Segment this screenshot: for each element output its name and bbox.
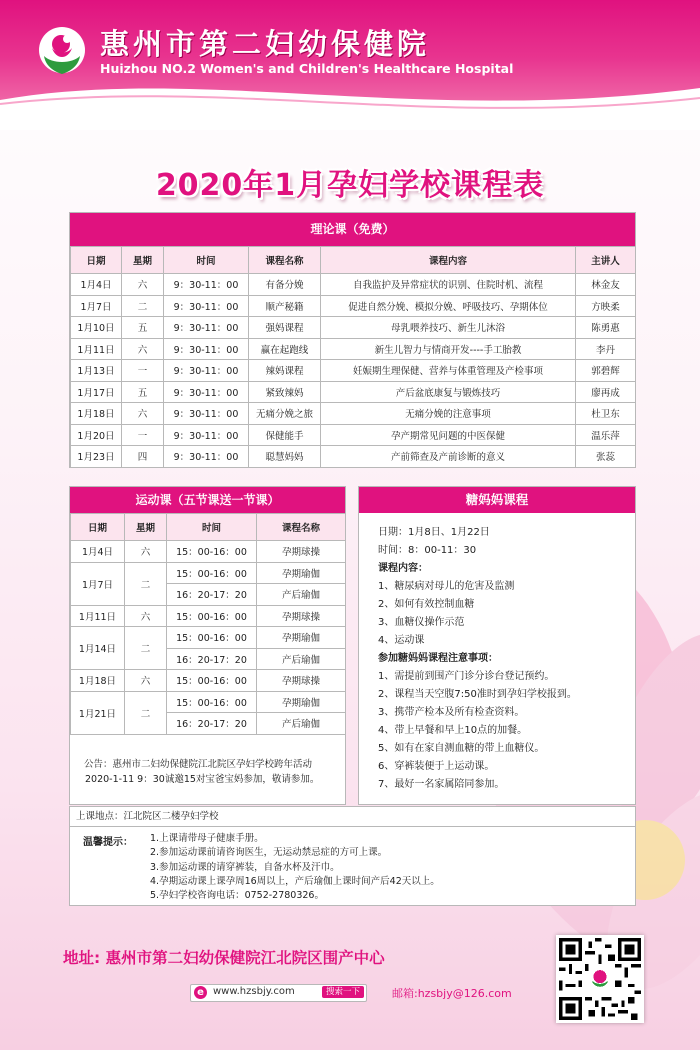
diabetes-notes-title: 参加糖妈妈课程注意事项： (378, 653, 498, 664)
table-row (71, 360, 636, 382)
table-cell: 9：30-11：00 (164, 360, 249, 382)
table-cell: 辣妈课程 (249, 360, 321, 382)
diabetes-note-item: 1、需提前到围产门诊分诊台登记预约。 (378, 671, 555, 682)
table-cell: 1月10日 (71, 317, 122, 339)
table-cell: 强妈课程 (249, 317, 321, 339)
table-cell: 五 (122, 317, 164, 339)
table-cell: 1月4日 (71, 274, 122, 296)
sports-notice-line1: 公告：惠州市二妇幼保健院江北院区孕妇学校跨年活动 (84, 758, 313, 770)
sports-notice (70, 735, 345, 787)
tip-item: 4.孕期运动课上课孕周16周以上，产后瑜伽上课时间产后42天以上。 (150, 875, 440, 887)
sports-weekday-cell: 二 (125, 691, 167, 734)
table-cell: 9：30-11：00 (164, 338, 249, 360)
table-cell: 9：30-11：00 (164, 317, 249, 339)
table-row (71, 338, 636, 360)
sports-course-table (70, 513, 346, 735)
table-cell: 1月20日 (71, 424, 122, 446)
table-row (71, 295, 636, 317)
table-cell: 二 (122, 295, 164, 317)
diabetes-note-item: 4、带上早餐和早上10点的加餐。 (378, 725, 528, 736)
sports-course-cell: 孕期球操 (257, 670, 346, 692)
sports-course-cell: 孕期球操 (257, 541, 346, 563)
sports-weekday-cell: 六 (125, 541, 167, 563)
table-cell: 9：30-11：00 (164, 424, 249, 446)
location-text: 上课地点：江北院区二楼孕妇学校 (76, 811, 219, 822)
sports-course-cell: 孕期瑜伽 (257, 627, 346, 649)
sports-notice-line2: 2020-1-11 9：30诚邀15对宝爸宝妈参加，敬请参加。 (85, 773, 320, 785)
sports-time-cell: 15：00-16：00 (167, 670, 257, 692)
theory-column-header: 时间 (164, 247, 249, 274)
diabetes-note-item: 3、携带产检本及所有检查资料。 (378, 707, 525, 718)
sports-time-cell: 16：20-17：20 (167, 713, 257, 735)
diabetes-date: 日期：1月8日、1月22日 (378, 527, 490, 538)
theory-course-table-box (69, 212, 636, 468)
sports-time-cell: 15：00-16：00 (167, 627, 257, 649)
website-link[interactable]: www.hzsbjy.com (213, 986, 295, 997)
table-row (71, 605, 346, 627)
table-row (71, 403, 636, 425)
table-cell: 六 (122, 274, 164, 296)
table-cell: 1月11日 (71, 338, 122, 360)
table-cell: 林金友 (576, 274, 636, 296)
diabetes-content-item: 3、血糖仪操作示范 (378, 617, 465, 628)
table-cell: 陈勇惠 (576, 317, 636, 339)
table-cell: 郭碧辉 (576, 360, 636, 382)
hospital-logo-icon (34, 26, 90, 78)
table-cell: 保健能手 (249, 424, 321, 446)
table-cell: 妊娠期生理保健、营养与体重管理及产检事项 (321, 360, 576, 382)
table-cell: 9：30-11：00 (164, 295, 249, 317)
table-cell: 廖再成 (576, 381, 636, 403)
diabetes-content-item: 2、如何有效控制血糖 (378, 599, 475, 610)
table-cell: 1月18日 (71, 403, 122, 425)
sports-course-box (69, 486, 346, 805)
sports-column-header: 时间 (167, 514, 257, 541)
tips-box (69, 826, 636, 906)
sports-column-header: 日期 (71, 514, 125, 541)
table-cell: 温乐萍 (576, 424, 636, 446)
sports-course-cell: 孕期瑜伽 (257, 691, 346, 713)
website-bar[interactable] (190, 984, 367, 1002)
tip-item: 3.参加运动课的请穿裤装，自备水杯及汗巾。 (150, 861, 340, 873)
theory-course-heading: 理论课（免费） (70, 213, 635, 246)
diabetes-note-item: 6、穿裤装便于上运动课。 (378, 761, 495, 772)
table-cell: 1月13日 (71, 360, 122, 382)
theory-column-header: 主讲人 (576, 247, 636, 274)
table-cell: 张蕊 (576, 446, 636, 468)
footer-email: 邮箱:hzsbjy@126.com (392, 987, 512, 1000)
qr-code (556, 935, 644, 1023)
diabetes-content-title: 课程内容： (378, 563, 428, 574)
table-row (71, 691, 346, 713)
sports-weekday-cell: 六 (125, 605, 167, 627)
diabetes-note-item: 5、如有在家自测血糖的带上血糖仪。 (378, 743, 545, 754)
theory-column-header: 课程内容 (321, 247, 576, 274)
tip-item: 2.参加运动课前请咨询医生，无运动禁忌症的方可上课。 (150, 847, 388, 859)
sports-course-cell: 孕期瑜伽 (257, 562, 346, 584)
sports-course-cell: 产后瑜伽 (257, 648, 346, 670)
table-cell: 紧致辣妈 (249, 381, 321, 403)
sports-weekday-cell: 六 (125, 670, 167, 692)
sports-course-cell: 产后瑜伽 (257, 713, 346, 735)
table-cell: 方映柔 (576, 295, 636, 317)
sports-time-cell: 16：20-17：20 (167, 648, 257, 670)
table-cell: 1月7日 (71, 295, 122, 317)
table-cell: 促进自然分娩、模拟分娩、呼吸技巧、孕期体位 (321, 295, 576, 317)
table-cell: 六 (122, 338, 164, 360)
table-cell: 无痛分娩之旅 (249, 403, 321, 425)
table-cell: 9：30-11：00 (164, 446, 249, 468)
table-cell: 新生儿智力与情商开发----手工胎教 (321, 338, 576, 360)
table-cell: 顺产秘籍 (249, 295, 321, 317)
table-row (71, 317, 636, 339)
sports-date-cell: 1月11日 (71, 605, 125, 627)
table-row (71, 274, 636, 296)
table-cell: 六 (122, 403, 164, 425)
sports-course-cell: 孕期球操 (257, 605, 346, 627)
table-row (71, 381, 636, 403)
sports-date-cell: 1月4日 (71, 541, 125, 563)
table-cell: 母乳喂养技巧、新生儿沐浴 (321, 317, 576, 339)
diabetes-content-item: 4、运动课 (378, 635, 425, 646)
tip-item: 1.上课请带母子健康手册。 (150, 833, 264, 844)
table-cell: 自我监护及异常症状的识别、住院时机、流程 (321, 274, 576, 296)
table-row (71, 446, 636, 468)
diabetes-course-info (359, 513, 635, 794)
table-cell: 孕产期常见问题的中医保健 (321, 424, 576, 446)
theory-column-header: 星期 (122, 247, 164, 274)
theory-column-header: 课程名称 (249, 247, 321, 274)
table-cell: 赢在起跑线 (249, 338, 321, 360)
table-row (71, 627, 346, 649)
table-cell: 1月23日 (71, 446, 122, 468)
hospital-name-en: Huizhou NO.2 Women's and Children's Healthcare Hospital (100, 61, 514, 76)
sports-column-header: 星期 (125, 514, 167, 541)
table-cell: 无痛分娩的注意事项 (321, 403, 576, 425)
location-bar (69, 806, 636, 827)
hospital-name-cn: 惠州市第二妇幼保健院 (100, 27, 431, 61)
theory-course-table (70, 246, 636, 468)
table-cell: 产前筛查及产前诊断的意义 (321, 446, 576, 468)
tips-label: 温馨提示： (83, 837, 133, 848)
sports-time-cell: 15：00-16：00 (167, 562, 257, 584)
table-cell: 一 (122, 360, 164, 382)
page-title: 2020年1月孕妇学校课程表 (155, 168, 545, 203)
sports-date-cell: 1月14日 (71, 627, 125, 670)
sports-time-cell: 16：20-17：20 (167, 584, 257, 606)
footer-address: 地址: 惠州市第二妇幼保健院江北院区围产中心 (63, 949, 385, 967)
diabetes-time: 时间：8：00-11：30 (378, 545, 477, 556)
diabetes-course-heading: 糖妈妈课程 (359, 487, 635, 513)
sports-date-cell: 1月7日 (71, 562, 125, 605)
table-cell: 杜卫东 (576, 403, 636, 425)
table-cell: 9：30-11：00 (164, 274, 249, 296)
sports-time-cell: 15：00-16：00 (167, 541, 257, 563)
table-row (71, 670, 346, 692)
table-cell: 四 (122, 446, 164, 468)
browser-e-icon: e (194, 986, 207, 999)
sports-weekday-cell: 二 (125, 627, 167, 670)
search-button[interactable]: 搜索一下 (322, 986, 364, 998)
sports-date-cell: 1月21日 (71, 691, 125, 734)
diabetes-course-box (358, 486, 636, 805)
sports-course-cell: 产后瑜伽 (257, 584, 346, 606)
diabetes-note-item: 7、最好一名家属陪同参加。 (378, 779, 505, 790)
table-cell: 聪慧妈妈 (249, 446, 321, 468)
header-wave (0, 70, 700, 130)
table-cell: 产后盆底康复与锻炼技巧 (321, 381, 576, 403)
table-row (71, 562, 346, 584)
table-row (71, 424, 636, 446)
table-cell: 李丹 (576, 338, 636, 360)
table-cell: 一 (122, 424, 164, 446)
sports-time-cell: 15：00-16：00 (167, 605, 257, 627)
table-cell: 五 (122, 381, 164, 403)
sports-column-header: 课程名称 (257, 514, 346, 541)
tip-item: 5.孕妇学校咨询电话：0752-2780326。 (150, 890, 324, 902)
table-row (71, 541, 346, 563)
sports-time-cell: 15：00-16：00 (167, 691, 257, 713)
sports-weekday-cell: 二 (125, 562, 167, 605)
diabetes-content-item: 1、糖尿病对母儿的危害及监测 (378, 581, 515, 592)
table-cell: 有备分娩 (249, 274, 321, 296)
diabetes-note-item: 2、课程当天空腹7:50准时到孕妇学校报到。 (378, 689, 577, 700)
table-cell: 9：30-11：00 (164, 403, 249, 425)
sports-course-heading: 运动课（五节课送一节课） (70, 487, 345, 513)
table-cell: 9：30-11：00 (164, 381, 249, 403)
table-cell: 1月17日 (71, 381, 122, 403)
theory-column-header: 日期 (71, 247, 122, 274)
sports-date-cell: 1月18日 (71, 670, 125, 692)
